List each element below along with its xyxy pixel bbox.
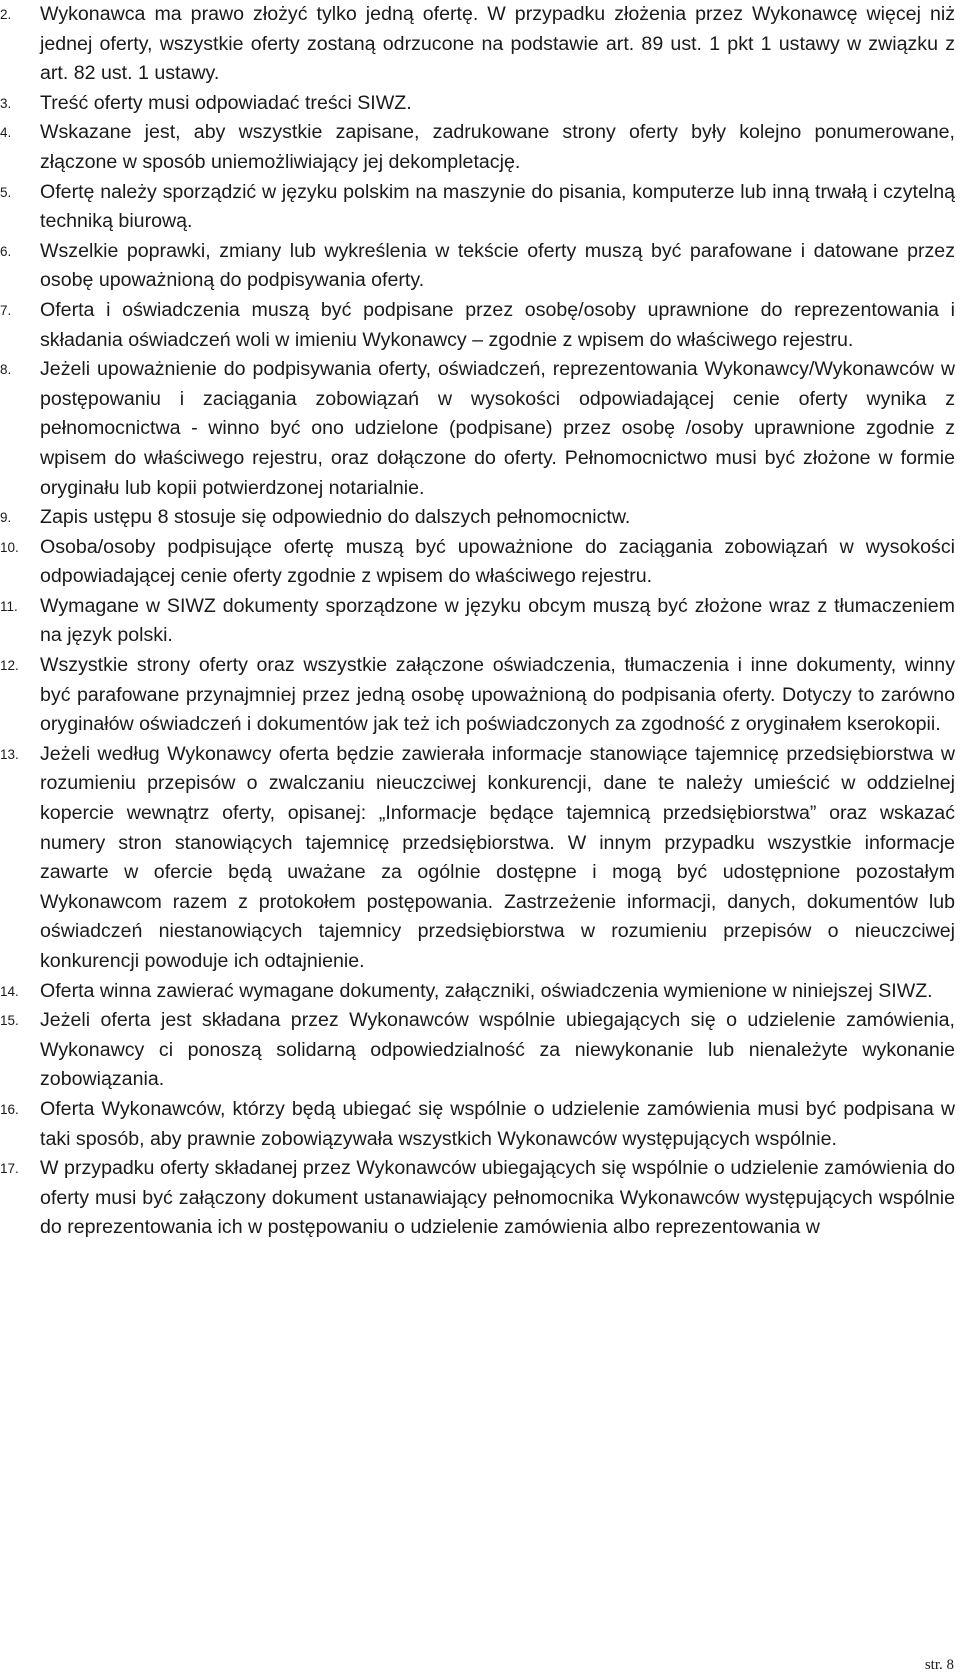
item-text: Jeżeli według Wykonawcy oferta będzie zawierała informacje stanowiące tajemnicę przedsiębiorstwa w rozumieniu przepisów o zwalczaniu nieuczciwej konkurencji, dane te należy umieścić w oddzielnej kopercie wewnątrz oferty, opisanej: „Informacje będące tajemnicą przedsiębiorstwa” oraz wskazać numery stron stanowiących tajemnicę przedsiębiorstwa. W innym przypadku wszystkie informacje zawarte w ofercie będą uważane za ogólnie dostępne i mogą być udostępnione pozostałym Wykonawcom razem z protokołem postępowania. Zastrzeżenie informacji, danych, dokumentów lub oświadczeń niestanowiących tajemnicy przedsiębiorstwa w rozumieniu przepisów o nieuczciwej konkurencji powoduje ich odtajnienie.	[40, 742, 955, 972]
list-item	[0, 178, 955, 237]
item-number: 10.	[0, 539, 19, 555]
list-item	[0, 237, 955, 296]
page-number: str. 8	[924, 1657, 954, 1673]
item-text: Wszystkie strony oferty oraz wszystkie załączone oświadczenia, tłumaczenia i inne dokumenty, winny być parafowane przynajmniej przez jedną osobę upoważnioną do podpisania oferty. Dotyczy to zarówno oryginałów oświadczeń i dokumentów jak też ich poświadczonych za zgodność z oryginałem kserokopii.	[40, 654, 955, 736]
item-text: Wskazane jest, aby wszystkie zapisane, zadrukowane strony oferty były kolejno ponumerowane, złączone w sposób uniemożliwiający jej dekompletację.	[40, 121, 955, 173]
list-item	[0, 1006, 955, 1095]
item-text: Wymagane w SIWZ dokumenty sporządzone w języku obcym muszą być złożone wraz z tłumaczeniem na język polski.	[40, 594, 955, 647]
list-item	[0, 296, 955, 355]
item-number: 14.	[0, 983, 19, 999]
item-text: Oferta Wykonawców, którzy będą ubiegać się wspólnie o udzielenie zamówienia musi być podpisana w taki sposób, aby prawnie zobowiązywała wszystkich Wykonawców występujących wspólnie.	[40, 1097, 955, 1150]
item-number: 13.	[0, 746, 19, 762]
item-text: W przypadku oferty składanej przez Wykonawców ubiegających się wspólnie o udzielenie zamówienia do oferty musi być załączony dokument ustanawiający pełnomocnika Wykonawców występujących wspólnie do reprezentowania ich w postępowaniu o udzielenie zamówienia albo reprezentowania w	[40, 1157, 955, 1239]
list-item	[0, 355, 955, 503]
item-text: Wszelkie poprawki, zmiany lub wykreślenia w tekście oferty muszą być parafowane i datowane przez osobę upoważnioną do podpisywania oferty.	[40, 239, 955, 292]
list-item	[0, 977, 955, 1007]
item-number: 8.	[0, 362, 12, 378]
item-text: Treść oferty musi odpowiadać treści SIWZ.	[40, 91, 412, 114]
item-text: Wykonawca ma prawo złożyć tylko jedną ofertę. W przypadku złożenia przez Wykonawcę więcej niż jednej oferty, wszystkie oferty zostaną odrzucone na podstawie art. 89 ust. 1 pkt 1 ustawy w związku z art. 82 ust. 1 ustawy.	[40, 3, 955, 85]
item-text: Jeżeli upoważnienie do podpisywania oferty, oświadczeń, reprezentowania Wykonawcy/Wykonawców w postępowaniu i zaciągania zobowiązań w wysokości odpowiadającej cenie oferty wynika z pełnomocnictwa - winno być ono udzielone (podpisane) przez osobę /osoby uprawnione zgodnie z wpisem do właściwego rejestru, oraz dołączone do oferty. Pełnomocnictwo musi być złożone w formie oryginału lub kopii potwierdzonej notarialnie.	[40, 358, 955, 499]
item-number: 17.	[0, 1161, 19, 1177]
item-number: 6.	[0, 243, 12, 259]
list-item	[0, 503, 955, 533]
item-number: 12.	[0, 658, 19, 674]
item-number: 16.	[0, 1101, 19, 1117]
item-text: Ofertę należy sporządzić w języku polskim na maszynie do pisania, komputerze lub inną trwałą i czytelną techniką biurową.	[40, 180, 955, 233]
item-text: Zapis ustępu 8 stosuje się odpowiednio do dalszych pełnomocnictw.	[40, 506, 631, 529]
item-number: 7.	[0, 302, 12, 318]
item-number: 11.	[0, 598, 18, 614]
list-item	[0, 118, 955, 177]
list-item	[0, 740, 955, 977]
list-item	[0, 533, 955, 592]
item-number: 5.	[0, 184, 12, 200]
item-number: 9.	[0, 510, 12, 526]
list-item	[0, 1095, 955, 1154]
list-item	[0, 89, 955, 119]
item-text: Jeżeli oferta jest składana przez Wykonawców wspólnie ubiegających się o udzielenie zamówienia, Wykonawcy ci ponoszą solidarną odpowiedzialność za niewykonanie lub nienależyte wykonanie zobowiązania.	[40, 1009, 955, 1091]
item-number: 3.	[0, 95, 12, 111]
item-text: Oferta winna zawierać wymagane dokumenty, załączniki, oświadczenia wymienione w niniejszej SIWZ.	[40, 979, 933, 1002]
list-item	[0, 651, 955, 740]
list-item	[0, 1154, 955, 1243]
item-text: Oferta i oświadczenia muszą być podpisane przez osobę/osoby uprawnione do reprezentowania i składania oświadczeń woli w imieniu Wykonawcy – zgodnie z wpisem do właściwego rejestru.	[40, 298, 955, 351]
item-text: Osoba/osoby podpisujące ofertę muszą być upoważnione do zaciągania zobowiązań w wysokości odpowiadającej cenie oferty zgodnie z wpisem do właściwego rejestru.	[40, 535, 955, 588]
list-item	[0, 592, 955, 651]
item-number: 2.	[0, 7, 12, 22]
item-number: 15.	[0, 1013, 19, 1029]
item-number: 4.	[0, 125, 12, 141]
list-item	[0, 0, 955, 89]
